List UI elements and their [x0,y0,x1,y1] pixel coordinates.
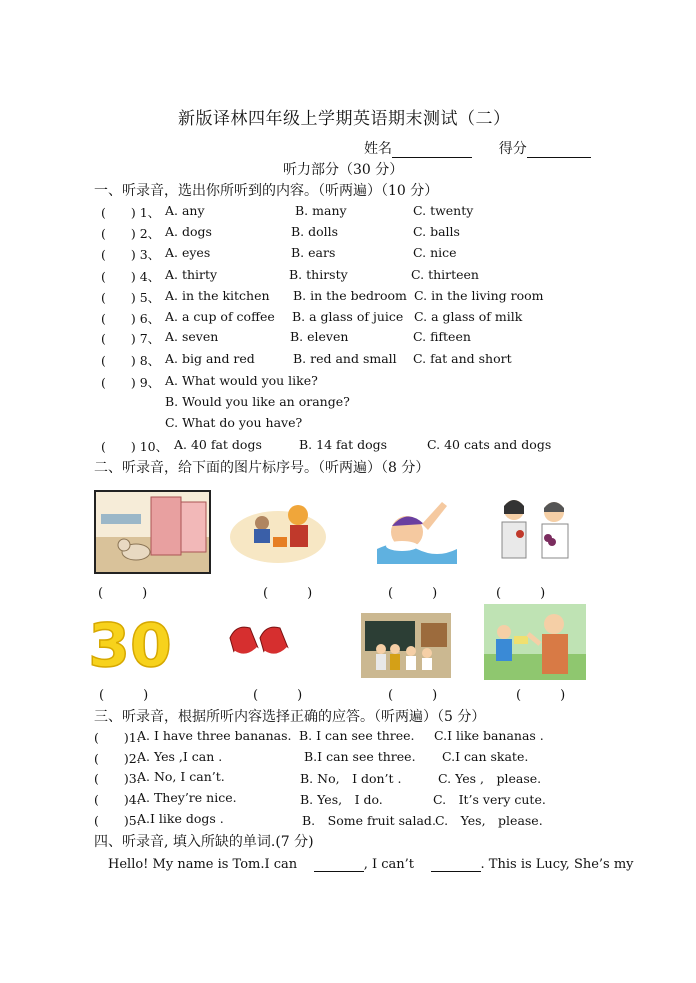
q9-option-b[interactable]: B. Would you like an orange? [165,394,350,409]
response-option-b[interactable]: B. I can see three. [299,728,415,743]
answer-paren-1[interactable]: ( ) [98,586,148,601]
q10-num: ( ) 10、 [101,439,169,454]
answer-paren-2[interactable]: ( ) [263,586,313,601]
question-number: ( ) 8、 [101,353,161,368]
option-a[interactable]: A. dogs [165,224,212,239]
answer-paren-7[interactable]: ( ) [388,688,438,703]
option-b[interactable]: B. in the bedroom [293,288,407,303]
option-b[interactable]: B. a glass of juice [292,309,404,324]
response-option-b[interactable]: B.I can see three. [304,749,416,764]
answer-paren-8[interactable]: ( ) [516,688,566,703]
section2-heading: 二、听录音，给下面的图片标序号。（听两遍）（8 分） [94,460,430,476]
option-c[interactable]: C. fat and short [413,351,512,366]
option-a[interactable]: A. any [165,203,205,218]
answer-paren-5[interactable]: ( ) [99,688,149,703]
response-option-a[interactable]: A. Yes ,I can . [137,749,223,764]
response-number: ( )4. [94,792,141,807]
response-option-c[interactable]: C. Yes, please. [435,813,543,828]
response-option-a[interactable]: A. No, I can’t. [137,769,225,784]
option-c[interactable]: C. in the living room [414,288,544,303]
option-b[interactable]: B. eleven [290,329,349,344]
response-number: ( )2. [94,751,141,766]
name-score-row [364,138,591,158]
option-a[interactable]: A. eyes [165,245,211,260]
number-thirty-text: 30 [88,611,172,681]
option-b[interactable]: B. red and small [293,351,397,366]
picture-swimming [372,494,458,566]
question-number: ( ) 7、 [101,331,161,346]
passage-text-1: Hello! My name is Tom.I can [108,857,298,872]
option-c[interactable]: C. fifteen [413,329,471,344]
option-a[interactable]: A. in the kitchen [165,288,270,303]
picture-man-child [484,604,586,680]
question-number: ( ) 3、 [101,247,161,262]
response-option-a[interactable]: A.I like dogs . [137,811,224,826]
answer-paren-4[interactable]: ( ) [496,586,546,601]
picture-two-people [492,494,582,564]
response-option-a[interactable]: A. They’re nice. [137,790,237,805]
score-label: 得分 [498,141,527,157]
response-option-a[interactable]: A. I have three bananas. [137,728,292,743]
section1-heading: 一、听录音，选出你所听到的内容。（听两遍）（10 分） [94,183,439,199]
option-c[interactable]: C. nice [413,245,457,260]
picture-shoes [228,618,290,664]
response-option-b[interactable]: B. Some fruit salad. [302,813,436,828]
response-option-b[interactable]: B. No, I don’t . [300,771,402,786]
response-option-c[interactable]: C. It’s very cute. [433,792,546,807]
question-number: ( ) 4、 [101,269,161,284]
listening-part-heading: 听力部分（30 分） [283,162,404,178]
response-option-c[interactable]: C. Yes , please. [438,771,542,786]
option-b[interactable]: B. many [295,203,347,218]
score-blank[interactable] [527,143,591,158]
response-option-b[interactable]: B. Yes, I do. [300,792,383,807]
section4-passage [108,857,634,872]
q10-option-a[interactable]: A. 40 fat dogs [174,437,262,452]
option-a[interactable]: A. big and red [165,351,255,366]
q9-option-c[interactable]: C. What do you have? [165,415,303,430]
option-c[interactable]: C. twenty [413,203,474,218]
picture-kitchen [94,490,211,574]
option-c[interactable]: C. balls [413,224,460,239]
question-number: ( ) 6、 [101,311,161,326]
answer-paren-6[interactable]: ( ) [253,688,303,703]
response-number: ( )5. [94,813,141,828]
question-number: ( ) 1、 [101,205,161,220]
option-c[interactable]: C. a glass of milk [414,309,523,324]
name-label: 姓名 [364,141,392,157]
page-title: 新版译林四年级上学期英语期末测试（二） [178,109,511,129]
response-number: ( )1. [94,730,141,745]
section3-heading: 三、听录音，根据所听内容选择正确的应答。（听两遍）（5 分） [94,709,486,725]
option-b[interactable]: B. thirsty [289,267,348,282]
q9-option-a[interactable]: A. What would you like? [165,373,318,388]
question-number: ( ) 5、 [101,290,161,305]
q10-option-b[interactable]: B. 14 fat dogs [299,437,388,452]
option-a[interactable]: A. a cup of coffee [165,309,275,324]
passage-text-3: . This is Lucy, She’s my [480,857,634,872]
option-b[interactable]: B. ears [291,245,336,260]
question-number: ( ) 2、 [101,226,161,241]
picture-number-thirty [88,604,172,681]
option-a[interactable]: A. thirty [165,267,218,282]
picture-cat-mouse [228,497,328,567]
passage-blank-1[interactable] [314,859,364,872]
answer-paren-3[interactable]: ( ) [388,586,438,601]
name-blank[interactable] [392,143,472,158]
option-b[interactable]: B. dolls [291,224,339,239]
response-option-c[interactable]: C.I can skate. [442,749,529,764]
section4-heading: 四、听录音, 填入所缺的单词.(7 分) [94,834,314,850]
q9-num: ( ) 9、 [101,375,161,390]
option-a[interactable]: A. seven [165,329,219,344]
picture-classroom [361,613,451,678]
passage-text-2: , I can’t [363,857,415,872]
option-c[interactable]: C. thirteen [411,267,479,282]
response-number: ( )3. [94,771,141,786]
q10-option-c[interactable]: C. 40 cats and dogs [427,437,552,452]
passage-blank-2[interactable] [431,859,481,872]
response-option-c[interactable]: C.I like bananas . [434,728,544,743]
